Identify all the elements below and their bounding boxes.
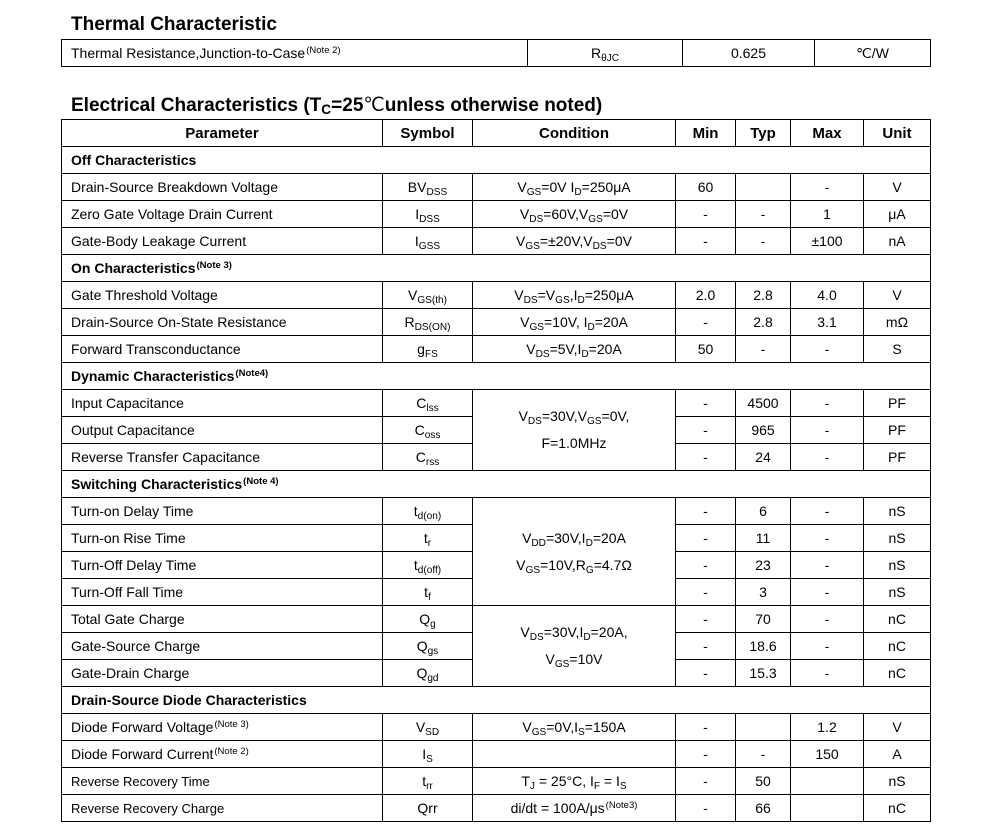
row-symbol: $Q_{gs}$ (383, 633, 473, 660)
row-typ: 3 (736, 579, 791, 606)
row-min: - (676, 444, 736, 471)
row-unit: nC (864, 795, 931, 822)
row-unit: nC (864, 606, 931, 633)
section-row (62, 255, 931, 282)
row-typ: 4500 (736, 390, 791, 417)
row-unit: mΩ (864, 309, 931, 336)
row-max: 4.0 (791, 282, 864, 309)
row-symbol: $t_r$ (383, 525, 473, 552)
table-row (62, 795, 931, 822)
row-min: - (676, 552, 736, 579)
table-row (62, 228, 931, 255)
row-unit: PF (864, 417, 931, 444)
table-row (62, 201, 931, 228)
row-symbol: $I_S$ (383, 741, 473, 768)
row-unit: V (864, 282, 931, 309)
row-max: - (791, 579, 864, 606)
section-title: Drain-Source Diode Characteristics (62, 687, 931, 714)
row-condition: $V_{GS}=\pm 20V,V_{DS}=0V$ (473, 228, 676, 255)
row-condition: $V_{DS}=V_{GS},I_D=250\mu A$ (473, 282, 676, 309)
row-max: ±100 (791, 228, 864, 255)
row-min: 50 (676, 336, 736, 363)
row-max: 3.1 (791, 309, 864, 336)
row-typ: 50 (736, 768, 791, 795)
row-parameter: Zero Gate Voltage Drain Current (62, 201, 383, 228)
row-typ: 24 (736, 444, 791, 471)
row-symbol: $V_{GS(th)}$ (383, 282, 473, 309)
row-unit: V (864, 714, 931, 741)
row-typ: 2.8 (736, 282, 791, 309)
col-max: Max (791, 120, 864, 147)
row-max: - (791, 633, 864, 660)
row-symbol: $Q_g$ (383, 606, 473, 633)
row-parameter: Turn-on Rise Time (62, 525, 383, 552)
table-header-row (62, 120, 931, 147)
electrical-heading: Electrical Characteristics ($T_C=25℃unless$ otherwise noted) (71, 95, 603, 117)
row-condition: $V_{DD}=30V,I_D=20A$ $V_{GS}=10V,R_G=4.7\Omega$ (473, 498, 676, 606)
row-min: - (676, 660, 736, 687)
section-title: Switching Characteristics$^{(Note 4)}$ (62, 471, 931, 498)
row-condition: $V_{GS}=0V,I_S=150A$ (473, 714, 676, 741)
section-title: On Characteristics$^{(Note 3)}$ (62, 255, 931, 282)
row-parameter: Turn-on Delay Time (62, 498, 383, 525)
row-parameter: Drain-Source Breakdown Voltage (62, 174, 383, 201)
row-typ (736, 714, 791, 741)
row-max: - (791, 525, 864, 552)
row-typ: 2.8 (736, 309, 791, 336)
row-symbol: $Q_{gd}$ (383, 660, 473, 687)
row-typ: 6 (736, 498, 791, 525)
row-min: 2.0 (676, 282, 736, 309)
col-condition: Condition (473, 120, 676, 147)
row-symbol: $I_{GSS}$ (383, 228, 473, 255)
row-min: - (676, 525, 736, 552)
thermal-parameter: Thermal Resistance,Junction-to-Case$^{(Note 2)}$ (62, 40, 528, 67)
row-condition (473, 741, 676, 768)
thermal-heading: Thermal Characteristic (71, 14, 277, 35)
row-parameter: Diode Forward Voltage$^{(Note 3)}$ (62, 714, 383, 741)
row-parameter: Reverse Recovery Charge (62, 795, 383, 822)
row-symbol: $V_{SD}$ (383, 714, 473, 741)
row-condition: $V_{DS}=30V,V_{GS}=0V$, F=1.0MHz (473, 390, 676, 471)
col-typ: Typ (736, 120, 791, 147)
row-symbol: $I_{DSS}$ (383, 201, 473, 228)
row-typ: - (736, 228, 791, 255)
table-row (62, 336, 931, 363)
row-min: - (676, 390, 736, 417)
table-row (62, 768, 931, 795)
section-row (62, 363, 931, 390)
section-row (62, 471, 931, 498)
table-row (62, 498, 931, 525)
row-min: - (676, 417, 736, 444)
row-typ: 18.6 (736, 633, 791, 660)
row-typ: 15.3 (736, 660, 791, 687)
row-max: - (791, 444, 864, 471)
row-unit: nC (864, 633, 931, 660)
row-parameter: Turn-Off Fall Time (62, 579, 383, 606)
row-max: - (791, 174, 864, 201)
row-max: 1 (791, 201, 864, 228)
row-symbol: $t_{d(on)}$ (383, 498, 473, 525)
row-parameter: Turn-Off Delay Time (62, 552, 383, 579)
row-parameter: Reverse Recovery Time (62, 768, 383, 795)
row-max: - (791, 552, 864, 579)
table-row (62, 282, 931, 309)
row-parameter: Forward Transconductance (62, 336, 383, 363)
row-parameter: Gate Threshold Voltage (62, 282, 383, 309)
col-parameter: Parameter (62, 120, 383, 147)
row-parameter: Diode Forward Current$^{(Note 2)}$ (62, 741, 383, 768)
col-min: Min (676, 120, 736, 147)
row-max (791, 768, 864, 795)
row-max: - (791, 606, 864, 633)
row-parameter: Gate-Source Charge (62, 633, 383, 660)
row-typ: - (736, 201, 791, 228)
section-row (62, 687, 931, 714)
row-unit: nC (864, 660, 931, 687)
row-parameter: Drain-Source On-State Resistance (62, 309, 383, 336)
row-min: - (676, 309, 736, 336)
table-row (62, 309, 931, 336)
row-min: - (676, 228, 736, 255)
row-parameter: Gate-Body Leakage Current (62, 228, 383, 255)
row-typ (736, 174, 791, 201)
row-typ: 70 (736, 606, 791, 633)
row-symbol: $t_f$ (383, 579, 473, 606)
table-row (62, 606, 931, 633)
row-symbol: $C_{lss}$ (383, 390, 473, 417)
thermal-value: 0.625 (683, 40, 815, 67)
row-parameter: Reverse Transfer Capacitance (62, 444, 383, 471)
row-max: - (791, 660, 864, 687)
row-symbol: $t_{d(off)}$ (383, 552, 473, 579)
row-condition: $V_{GS}=0V$ $I_D=250\mu A$ (473, 174, 676, 201)
row-min: - (676, 795, 736, 822)
row-condition: $V_{DS}=5V,I_D=20A$ (473, 336, 676, 363)
col-unit: Unit (864, 120, 931, 147)
thermal-symbol: $R_{\theta JC}$ (528, 40, 683, 67)
row-typ: - (736, 741, 791, 768)
row-min: - (676, 741, 736, 768)
table-row (62, 741, 931, 768)
row-typ: 66 (736, 795, 791, 822)
row-symbol: $t_{rr}$ (383, 768, 473, 795)
row-min: - (676, 714, 736, 741)
row-typ: - (736, 336, 791, 363)
row-min: - (676, 633, 736, 660)
row-unit: S (864, 336, 931, 363)
section-row (62, 147, 931, 174)
row-parameter: Input Capacitance (62, 390, 383, 417)
row-typ: 23 (736, 552, 791, 579)
row-symbol: $R_{DS(ON)}$ (383, 309, 473, 336)
row-max: 150 (791, 741, 864, 768)
row-symbol: $C_{rss}$ (383, 444, 473, 471)
row-unit: nS (864, 579, 931, 606)
row-condition: $di/dt = 100A/\mu s^{(Note3)}$ (473, 795, 676, 822)
row-typ: 965 (736, 417, 791, 444)
table-row (62, 174, 931, 201)
thermal-table (61, 39, 931, 67)
row-unit: nS (864, 552, 931, 579)
row-unit: nS (864, 498, 931, 525)
table-row (62, 390, 931, 417)
row-min: - (676, 201, 736, 228)
row-symbol: $C_{oss}$ (383, 417, 473, 444)
row-condition: $V_{GS}=10V$, $I_D=20A$ (473, 309, 676, 336)
row-symbol: $g_{FS}$ (383, 336, 473, 363)
row-typ: 11 (736, 525, 791, 552)
row-unit: μA (864, 201, 931, 228)
row-min: - (676, 579, 736, 606)
row-max (791, 795, 864, 822)
row-symbol: Qrr (383, 795, 473, 822)
row-max: 1.2 (791, 714, 864, 741)
row-unit: nA (864, 228, 931, 255)
row-max: - (791, 390, 864, 417)
row-condition: $V_{DS}=30V,I_D=20A$, $V_{GS}=10V$ (473, 606, 676, 687)
electrical-table (61, 119, 931, 822)
col-symbol: Symbol (383, 120, 473, 147)
row-unit: nS (864, 768, 931, 795)
row-unit: PF (864, 390, 931, 417)
row-unit: A (864, 741, 931, 768)
thermal-unit: ℃/W (815, 40, 931, 67)
table-row (62, 40, 931, 67)
row-unit: nS (864, 525, 931, 552)
row-condition: $T_J = 25^\circ C$, $I_F = I_S$ (473, 768, 676, 795)
row-max: - (791, 498, 864, 525)
row-parameter: Output Capacitance (62, 417, 383, 444)
row-min: - (676, 498, 736, 525)
row-min: - (676, 768, 736, 795)
row-parameter: Gate-Drain Charge (62, 660, 383, 687)
row-min: 60 (676, 174, 736, 201)
section-title: Dynamic Characteristics$^{(Note4)}$ (62, 363, 931, 390)
section-title: Off Characteristics (62, 147, 931, 174)
row-symbol: $BV_{DSS}$ (383, 174, 473, 201)
row-min: - (676, 606, 736, 633)
row-condition: $V_{DS}=60V,V_{GS}=0V$ (473, 201, 676, 228)
table-row (62, 714, 931, 741)
row-max: - (791, 417, 864, 444)
row-unit: PF (864, 444, 931, 471)
row-parameter: Total Gate Charge (62, 606, 383, 633)
row-max: - (791, 336, 864, 363)
row-unit: V (864, 174, 931, 201)
